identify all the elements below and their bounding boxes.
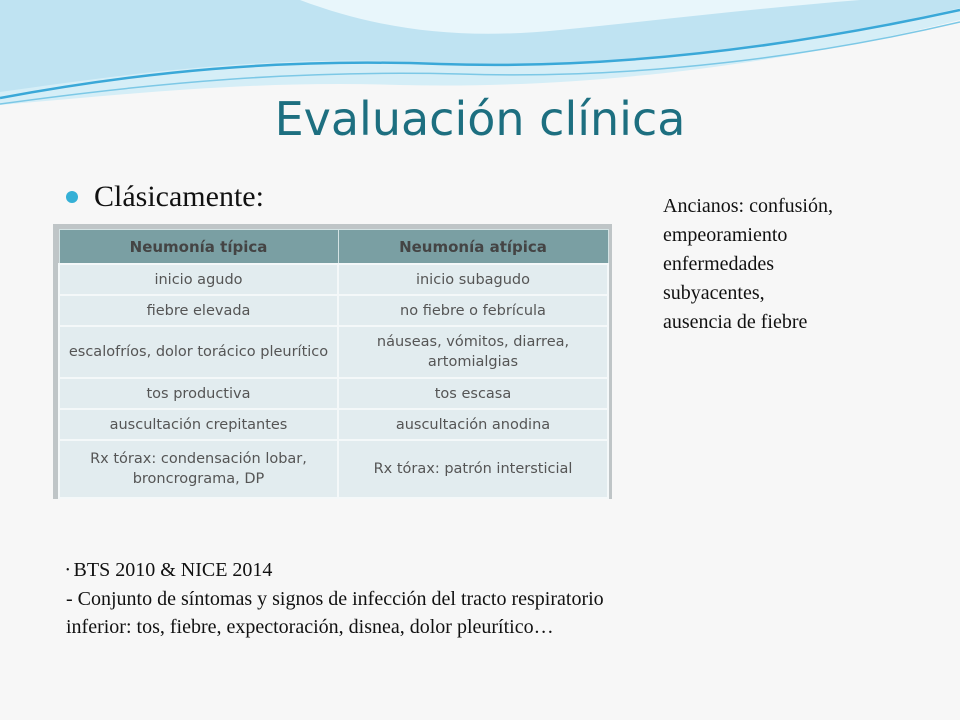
slide-title: Evaluación clínica: [274, 92, 686, 146]
table-cell: tos productiva: [59, 378, 338, 409]
table-cell: náuseas, vómitos, diarrea, artomialgias: [338, 326, 608, 378]
table-row: [59, 264, 608, 295]
guideline-heading: [66, 556, 886, 585]
comparison-table: [58, 229, 609, 499]
table-row: [59, 440, 608, 498]
table-cell: escalofríos, dolor torácico pleurítico: [59, 326, 338, 378]
note-line: empeoramiento: [663, 224, 788, 246]
elderly-note: [663, 192, 923, 337]
bullet-item: [66, 180, 264, 214]
table-cell: fiebre elevada: [59, 295, 338, 326]
guideline-line: inferior: tos, fiebre, expectoración, disnea, dolor pleurítico…: [66, 616, 554, 639]
bullet-dot-icon: [66, 191, 78, 203]
table-row: [59, 409, 608, 440]
note-line: subyacentes,: [663, 282, 765, 304]
table-cell: no fiebre o febrícula: [338, 295, 608, 326]
bullet-text: Clásicamente:: [94, 180, 264, 213]
guideline-line: - Conjunto de síntomas y signos de infección del tracto respiratorio: [66, 588, 604, 611]
guidelines-text: [66, 556, 886, 641]
column-header: Neumonía típica: [59, 230, 338, 265]
table-row: [59, 295, 608, 326]
small-bullet-icon: •: [66, 565, 70, 577]
note-line: Ancianos: confusión,: [663, 195, 833, 217]
guideline-source: BTS 2010 & NICE 2014: [73, 559, 273, 581]
table-cell: inicio subagudo: [338, 264, 608, 295]
table-row: [59, 326, 608, 378]
note-line: enfermedades: [663, 253, 775, 275]
comparison-table-image: [53, 224, 612, 499]
table-cell: auscultación anodina: [338, 409, 608, 440]
table-row: [59, 378, 608, 409]
table-cell: tos escasa: [338, 378, 608, 409]
table-cell: Rx tórax: condensación lobar, broncrograma, DP: [59, 440, 338, 498]
column-header: Neumonía atípica: [338, 230, 608, 265]
table-cell: Rx tórax: patrón intersticial: [338, 440, 608, 498]
note-line: ausencia de fiebre: [663, 311, 808, 333]
table-cell: inicio agudo: [59, 264, 338, 295]
table-header-row: [59, 230, 608, 265]
table-cell: auscultación crepitantes: [59, 409, 338, 440]
